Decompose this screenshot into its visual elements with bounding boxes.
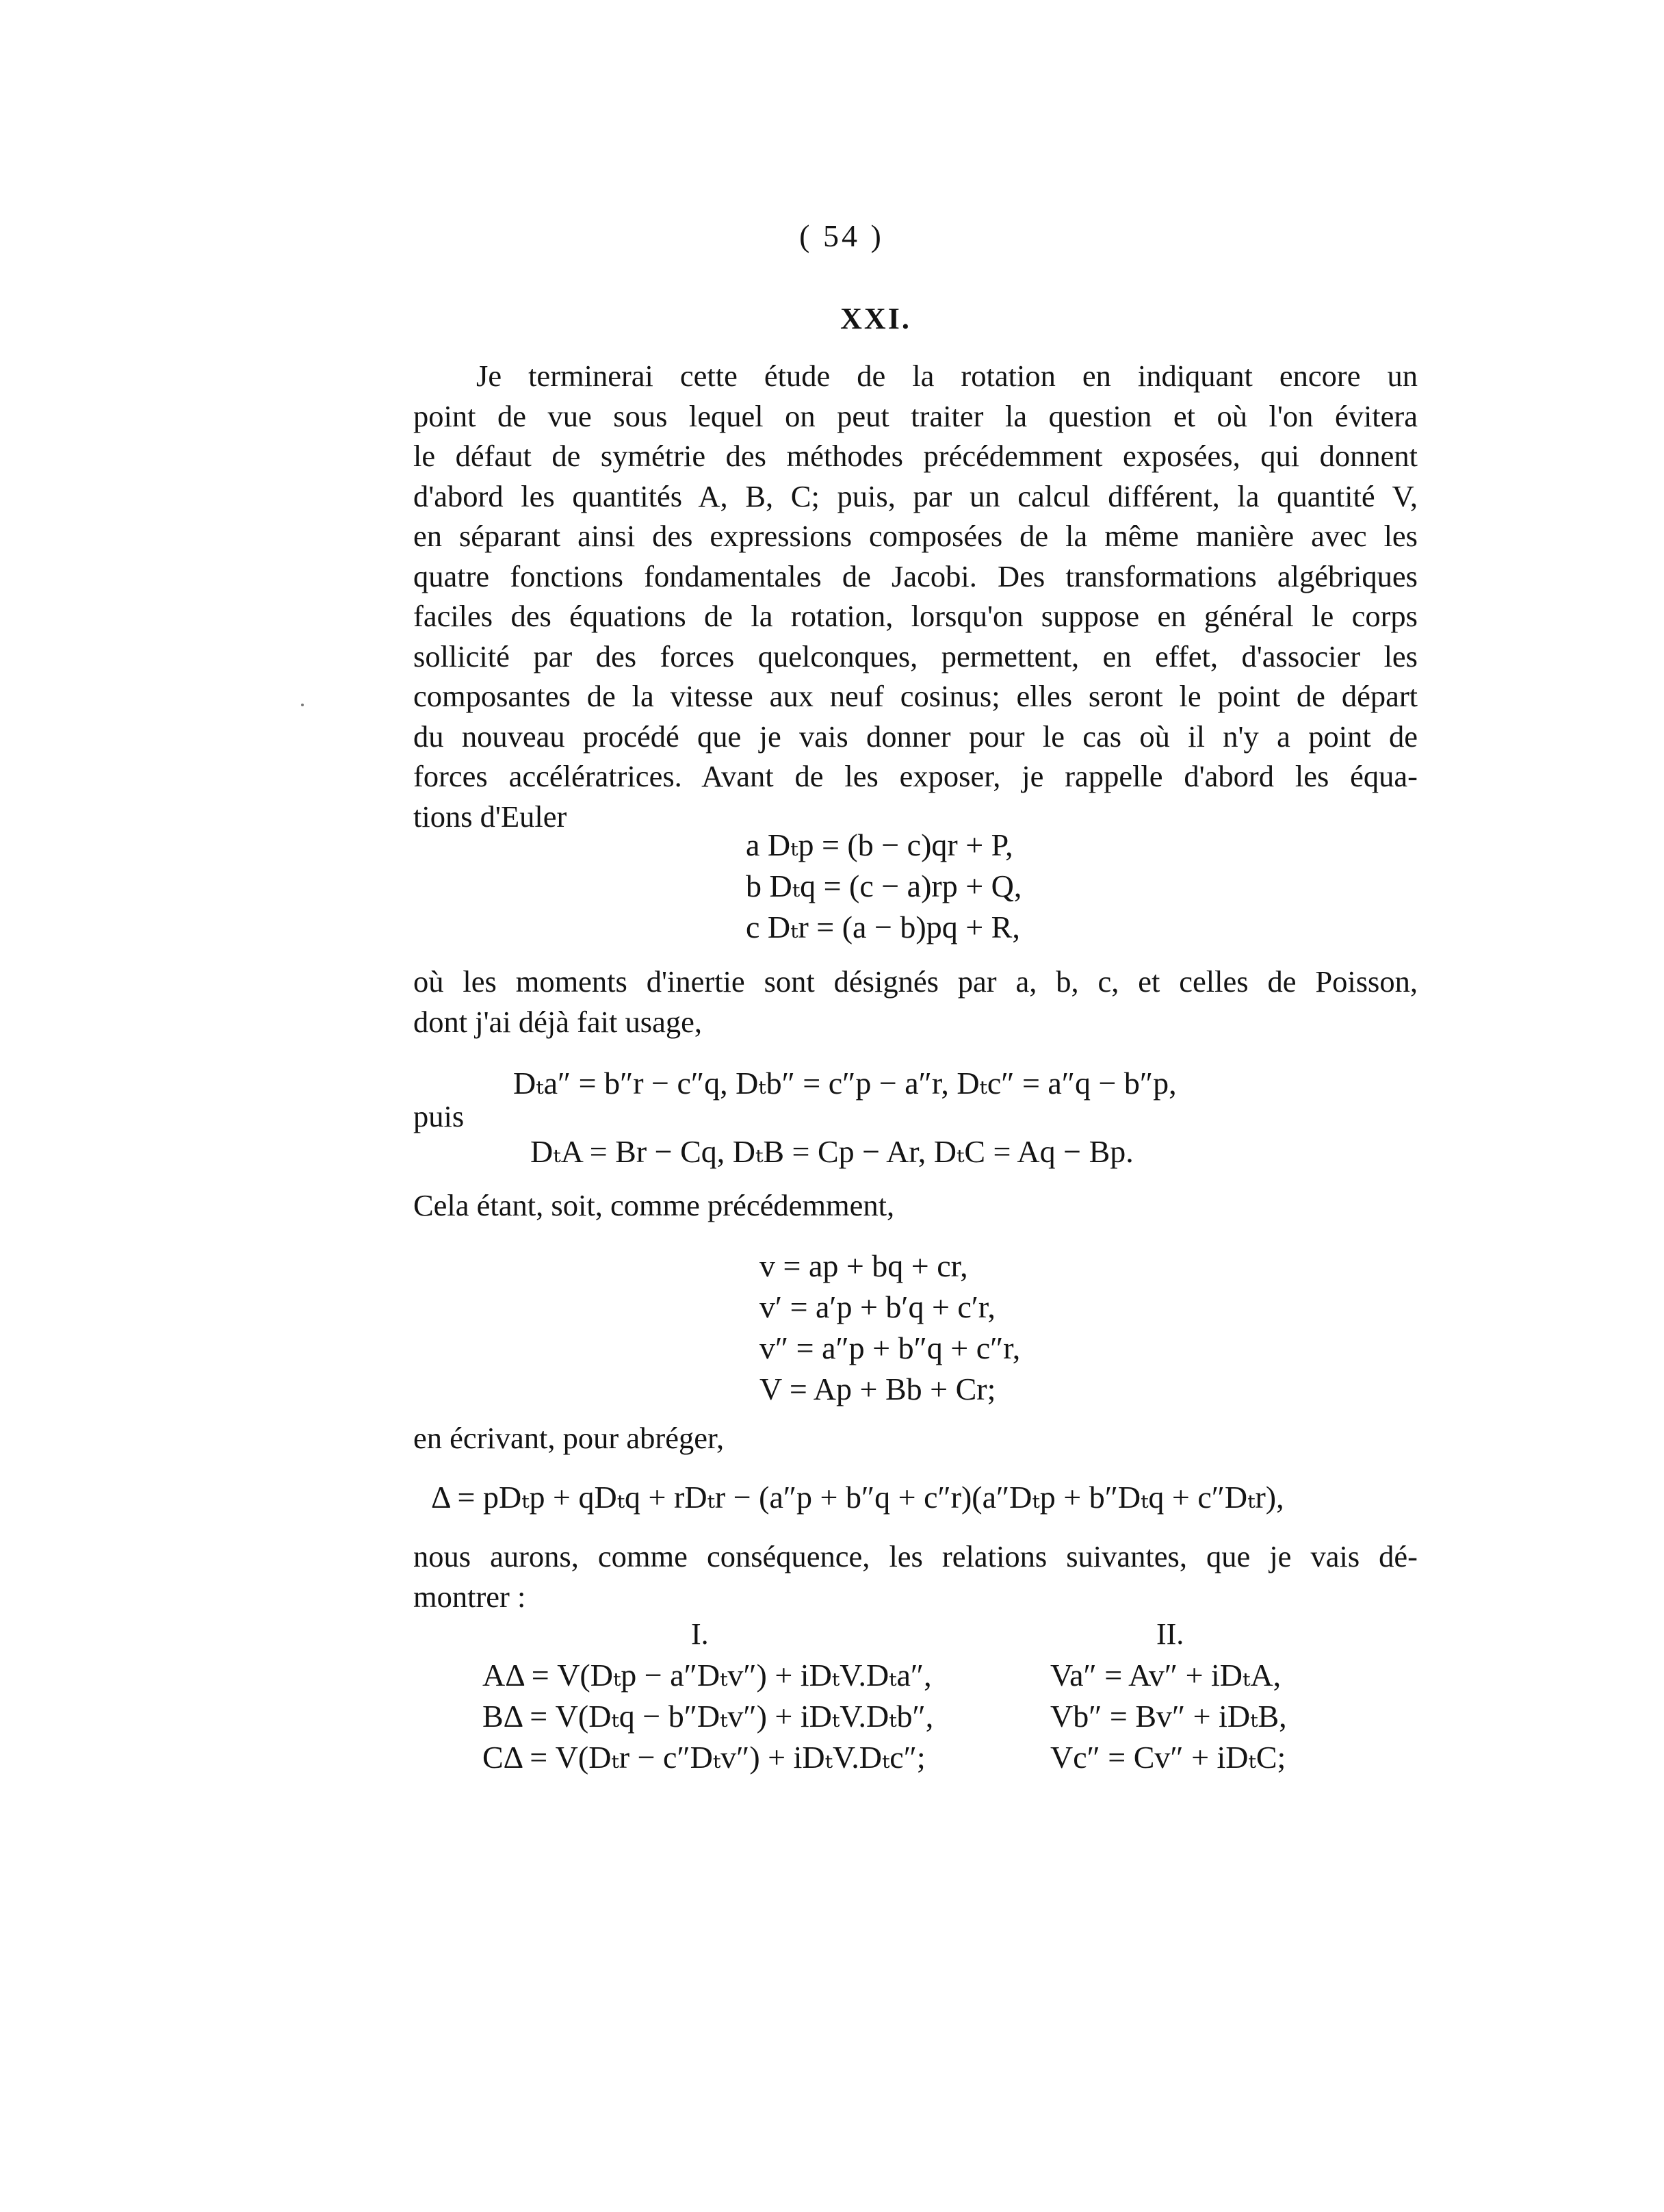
system-column-II xyxy=(1050,1655,1287,1778)
text-line: où les moments d'inertie sont désignés par a, b, c, et celles de Poisson, xyxy=(413,964,1418,999)
section-heading: XXI. xyxy=(840,302,911,335)
equation-line: v″ = a″p + b″q + c″r, xyxy=(759,1330,1021,1365)
equation-line: v = ap + bq + cr, xyxy=(759,1248,968,1283)
delta-equation: Δ = pDₜp + qDₜq + rDₜr − (a″p + b″q + c″r)(a″Dₜp + b″Dₜq + c″Dₜr), xyxy=(431,1480,1284,1515)
equation-line: BΔ = V(Dₜq − b″Dₜv″) + iDₜV.Dₜb″, xyxy=(482,1699,934,1734)
text-line: montrer : xyxy=(413,1579,526,1614)
equation-line: Vc″ = Cv″ + iDₜC; xyxy=(1050,1740,1286,1775)
text-line: forces accélératrices. Avant de les exposer, je rappelle d'abord les équa- xyxy=(413,759,1418,793)
text-line: quatre fonctions fondamentales de Jacobi. Des transformations algébriques xyxy=(413,558,1418,593)
text-line: point de vue sous lequel on peut traiter la question et où l'on évitera xyxy=(413,398,1418,433)
poisson-equations-row-1: Dₜa″ = b″r − c″q, Dₜb″ = c″p − a″r, Dₜc″ = a″q − b″p, xyxy=(513,1066,1177,1101)
equation-line: CΔ = V(Dₜr − c″Dₜv″) + iDₜV.Dₜc″; xyxy=(482,1740,926,1775)
text-line: dont j'ai déjà fait usage, xyxy=(413,1004,702,1039)
text-line: le défaut de symétrie des méthodes précédemment exposées, qui donnent xyxy=(413,439,1418,473)
euler-equations xyxy=(746,825,1022,948)
relations-paragraph xyxy=(413,1536,1418,1617)
system-column-I xyxy=(482,1655,933,1778)
equation-line: AΔ = V(Dₜp − a″Dₜv″) + iDₜV.Dₜa″, xyxy=(482,1658,932,1693)
equation-line: b Dₜq = (c − a)rp + Q, xyxy=(746,869,1022,903)
equation-line: Vb″ = Bv″ + iDₜB, xyxy=(1050,1699,1287,1734)
poisson-equations-row-2: DₜA = Br − Cq, DₜB = Cp − Ar, DₜC = Aq − Bp. xyxy=(530,1134,1134,1169)
text-line: sollicité par des forces quelconques, permettent, en effet, d'associer les xyxy=(413,639,1418,673)
equation-line: V = Ap + Bb + Cr; xyxy=(759,1372,996,1406)
abreger-text: en écrivant, pour abréger, xyxy=(413,1421,725,1455)
text-line: d'abord les quantités A, B, C; puis, par un calcul différent, la quantité V, xyxy=(413,478,1418,513)
text-line: nous aurons, comme conséquence, les relations suivantes, que je vais dé- xyxy=(413,1539,1418,1573)
puis-word: puis xyxy=(413,1099,465,1133)
text-line: composantes de la vitesse aux neuf cosinus; elles seront le point de départ xyxy=(413,679,1418,713)
scan-speck xyxy=(301,704,304,706)
velocity-equations xyxy=(759,1246,1020,1410)
equation-line: v′ = a′p + b′q + c′r, xyxy=(759,1289,996,1324)
inertia-paragraph xyxy=(413,962,1418,1042)
system-header-II: II. xyxy=(1156,1617,1184,1651)
text-line: en séparant ainsi des expressions composées de la même manière avec les xyxy=(413,519,1418,553)
page-number: ( 54 ) xyxy=(799,218,884,253)
equation-line: Va″ = Av″ + iDₜA, xyxy=(1050,1658,1282,1693)
text-line: Je terminerai cette étude de la rotation en indiquant encore un xyxy=(476,359,1418,393)
text-line: tions d'Euler xyxy=(413,799,567,834)
text-line: faciles des équations de la rotation, lorsqu'on suppose en général le corps xyxy=(413,599,1418,633)
equation-line: a Dₜp = (b − c)qr + P, xyxy=(746,827,1013,862)
cela-text: Cela étant, soit, comme précédemment, xyxy=(413,1188,895,1222)
text-line: du nouveau procédé que je vais donner pour le cas où il n'y a point de xyxy=(413,719,1418,754)
intro-paragraph xyxy=(413,356,1418,836)
system-header-I: I. xyxy=(691,1617,709,1651)
equation-line: c Dₜr = (a − b)pq + R, xyxy=(746,910,1020,944)
